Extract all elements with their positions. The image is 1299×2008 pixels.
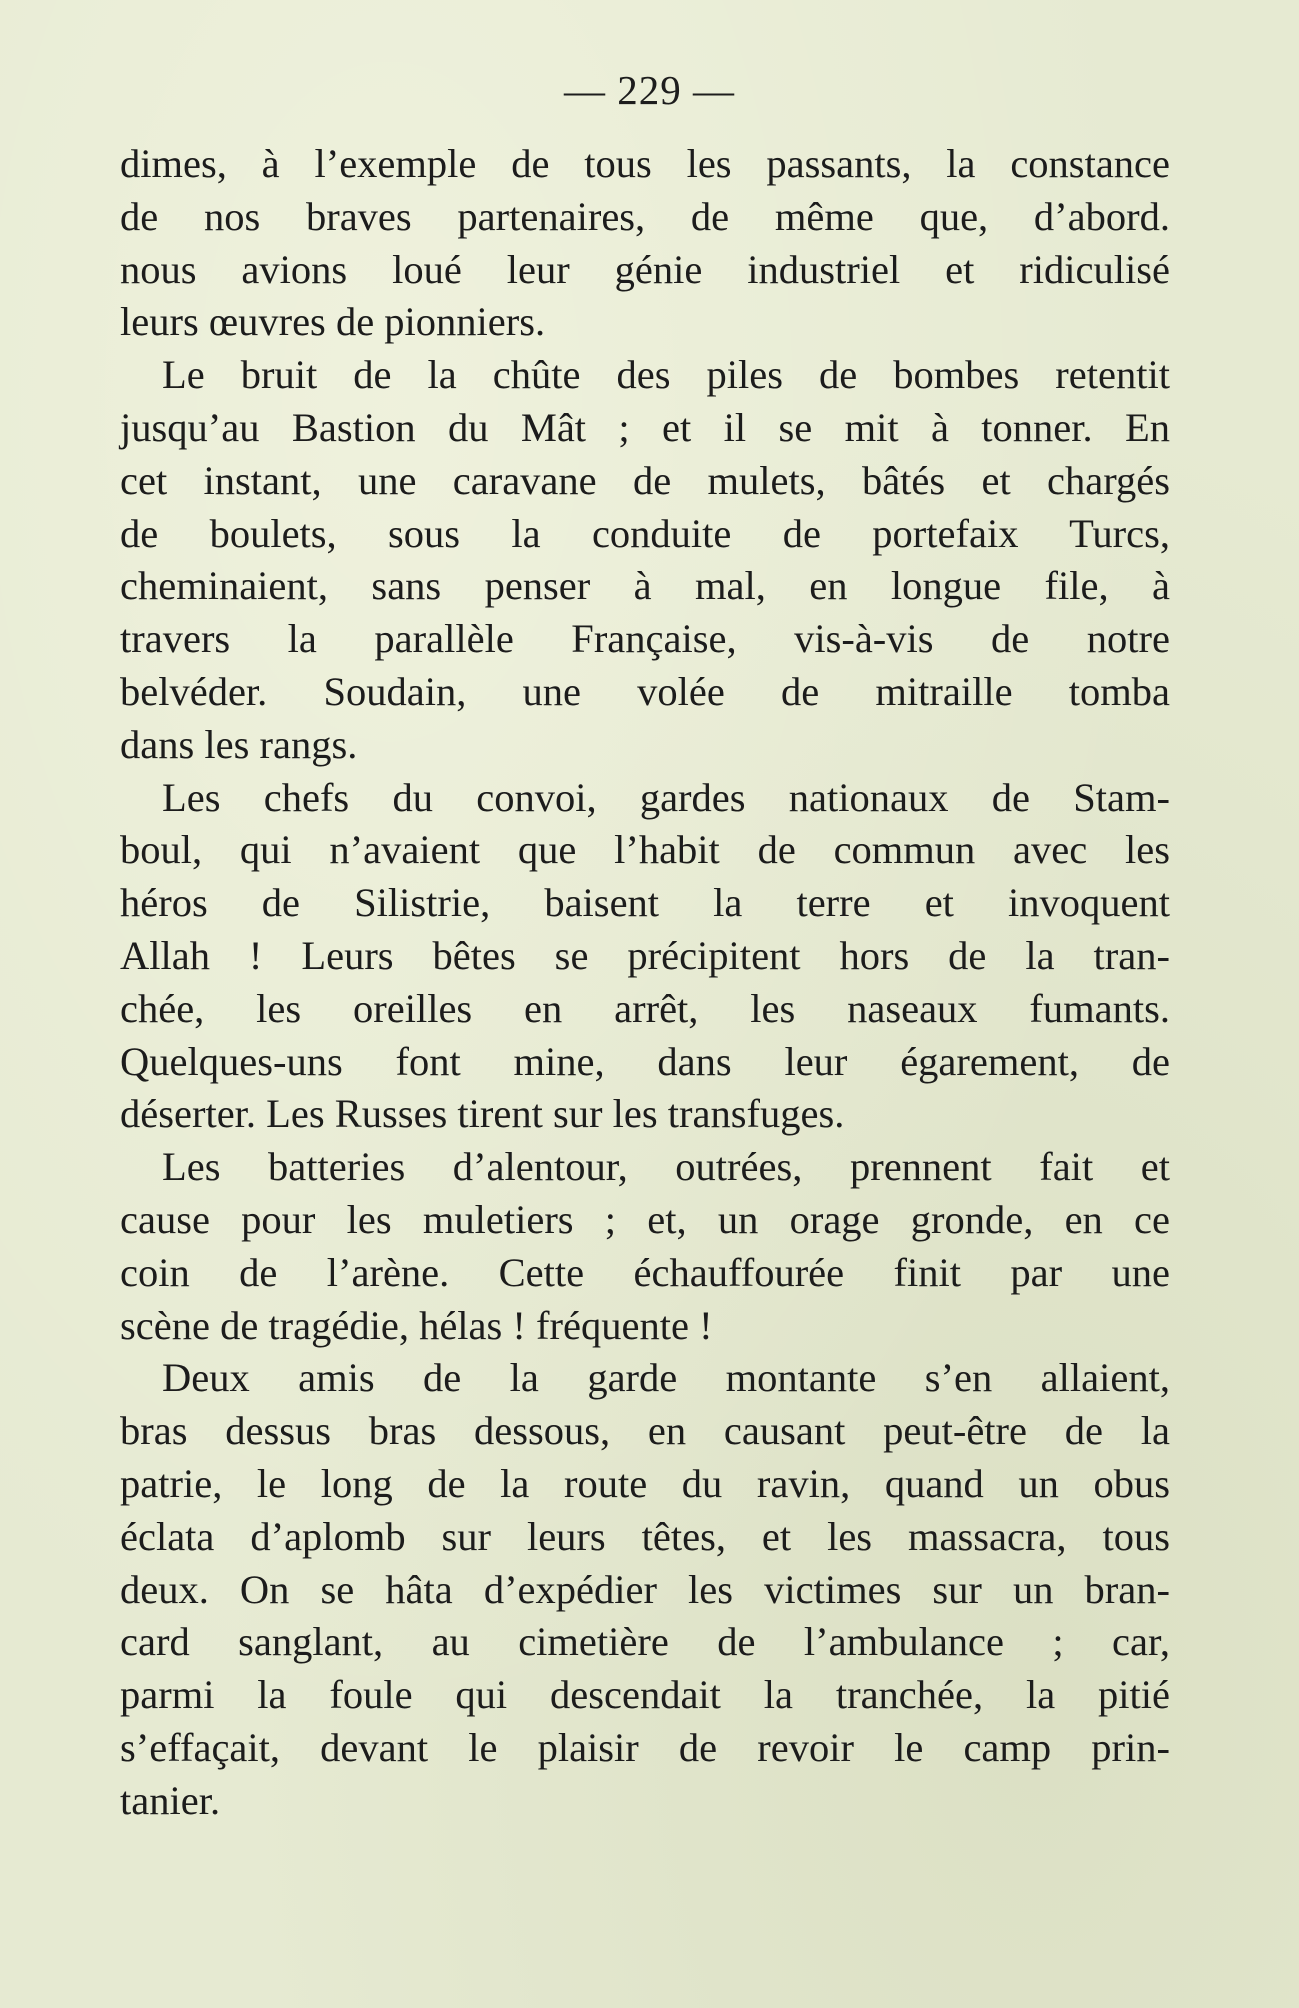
- text-line: éclata d’aplomb sur leurs têtes, et les massacra, tous: [120, 1513, 1170, 1559]
- text-line: chée, les oreilles en arrêt, les naseaux fumants.: [120, 985, 1170, 1031]
- text-line: dans les rangs.: [120, 721, 358, 767]
- paragraph: [120, 1141, 1170, 1352]
- text-line: parmi la foule qui descendait la tranchée, la pitié: [120, 1672, 1170, 1718]
- text-line: card sanglant, au cimetière de l’ambulance ; car,: [120, 1619, 1170, 1665]
- text-line: cet instant, une caravane de mulets, bâtés et chargés: [120, 457, 1170, 503]
- text-line: Allah ! Leurs bêtes se précipitent hors de la tran-: [120, 932, 1170, 978]
- paragraph: [120, 349, 1170, 771]
- text-line: jusqu’au Bastion du Mât ; et il se mit à tonner. En: [120, 404, 1170, 450]
- text-line: nous avions loué leur génie industriel et ridiculisé: [120, 246, 1170, 292]
- text-line: patrie, le long de la route du ravin, quand un obus: [120, 1460, 1170, 1506]
- text-line: leurs œuvres de pionniers.: [120, 299, 546, 345]
- text-line: travers la parallèle Française, vis-à-vis de notre: [120, 616, 1170, 662]
- text-line: Quelques-uns font mine, dans leur égarement, de: [120, 1038, 1170, 1084]
- text-line: cause pour les muletiers ; et, un orage gronde, en ce: [120, 1196, 1170, 1242]
- text-line: Le bruit de la chûte des piles de bombes retentit: [162, 352, 1170, 398]
- text-line: de nos braves partenaires, de même que, d’abord.: [120, 193, 1170, 239]
- text-line: coin de l’arène. Cette échauffourée finit par une: [120, 1249, 1170, 1295]
- text-line: belvéder. Soudain, une volée de mitraille tomba: [120, 668, 1170, 714]
- text-line: deux. On se hâta d’expédier les victimes sur un bran-: [120, 1566, 1170, 1612]
- paragraph: [120, 772, 1170, 1142]
- text-line: de boulets, sous la conduite de portefaix Turcs,: [120, 510, 1170, 556]
- page-number: — 229 —: [564, 67, 735, 113]
- paragraph: [120, 1352, 1170, 1827]
- text-line: s’effaçait, devant le plaisir de revoir le camp prin-: [120, 1724, 1170, 1770]
- text-line: Les chefs du convoi, gardes nationaux de Stam-: [162, 774, 1170, 820]
- text-line: déserter. Les Russes tirent sur les transfuges.: [120, 1091, 845, 1137]
- text-line: boul, qui n’avaient que l’habit de commun avec les: [120, 827, 1170, 873]
- text-line: bras dessus bras dessous, en causant peut-être de la: [120, 1408, 1170, 1454]
- text-line: tanier.: [120, 1777, 221, 1823]
- text-line: Deux amis de la garde montante s’en allaient,: [162, 1355, 1170, 1401]
- text-line: héros de Silistrie, baisent la terre et invoquent: [120, 880, 1170, 926]
- paragraph: [120, 138, 1170, 349]
- text-line: Les batteries d’alentour, outrées, prennent fait et: [162, 1144, 1170, 1190]
- text-line: scène de tragédie, hélas ! fréquente !: [120, 1302, 713, 1348]
- body-text: [120, 138, 1170, 1828]
- text-line: cheminaient, sans penser à mal, en longue file, à: [120, 563, 1170, 609]
- text-line: dimes, à l’exemple de tous les passants, la constance: [120, 141, 1170, 186]
